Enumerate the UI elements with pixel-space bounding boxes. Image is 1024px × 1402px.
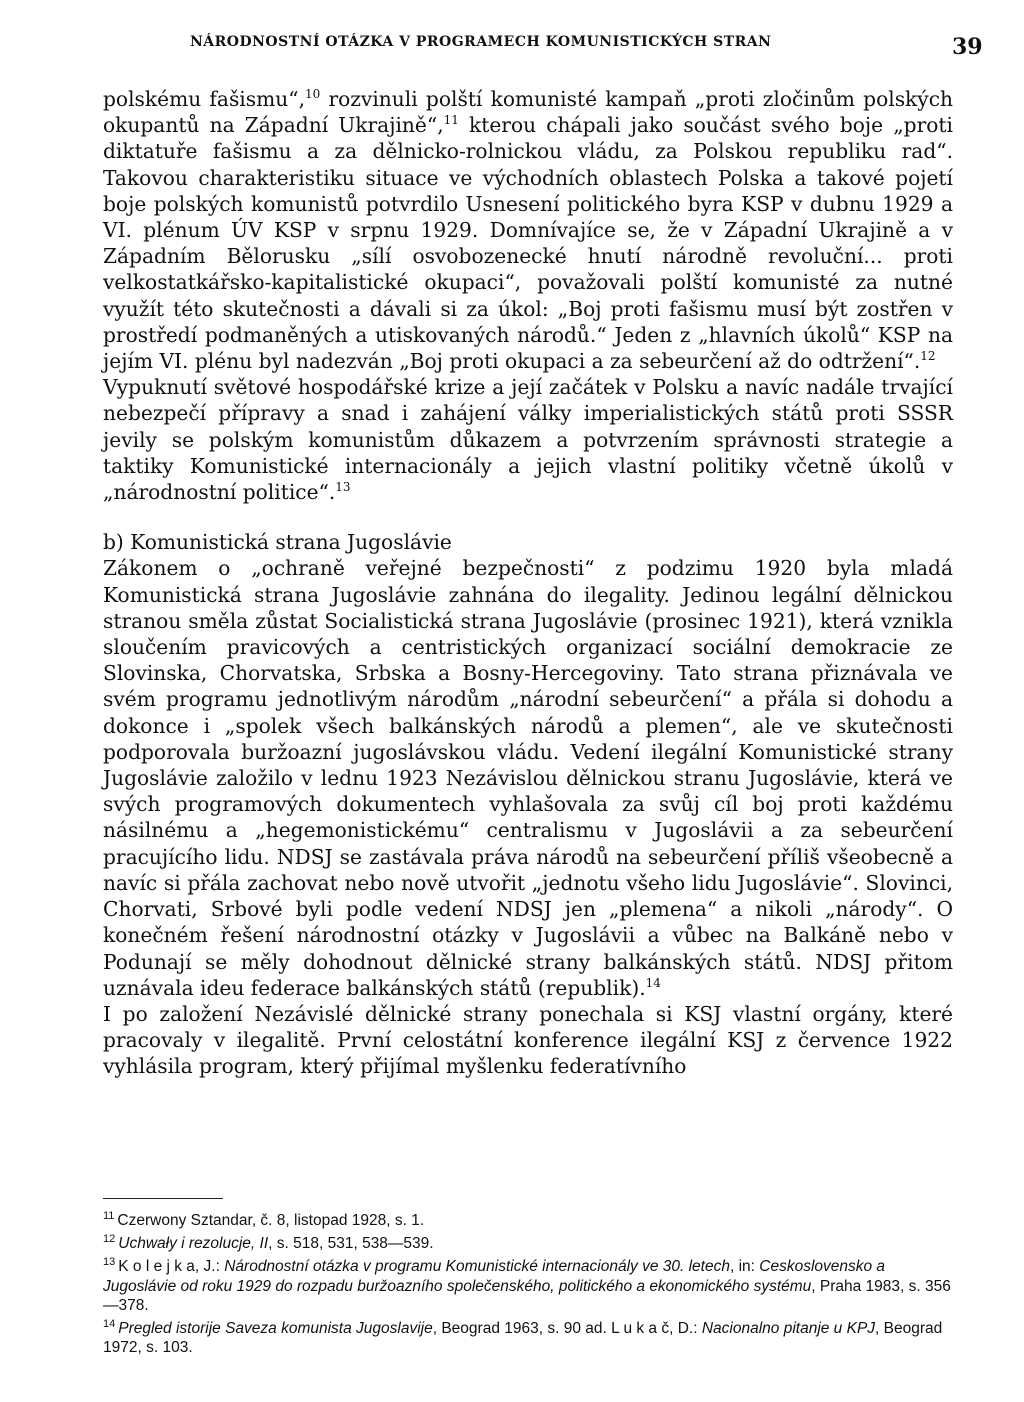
footnote-title: Pregled istorije Saveza komunista Jugoslavije [118, 1320, 433, 1338]
footnote-ref: 12 [920, 349, 936, 364]
footnote-text: , Beograd 1963, s. 90 ad. L u k a č, D.: [432, 1320, 702, 1338]
footnote-text: , Praha 1983, s. 356—378. [103, 1277, 951, 1314]
footnote-ref: 11 [443, 113, 459, 128]
footnote-separator [103, 1198, 223, 1199]
footnote-text: K o l e j k a, J.: [118, 1258, 225, 1276]
footnote-number: 11 [103, 1210, 115, 1222]
body-text [103, 86, 953, 1080]
paragraph [103, 1001, 953, 1080]
paragraph [103, 374, 953, 505]
paragraph [103, 555, 953, 1000]
footnote-number: 13 [103, 1256, 116, 1269]
footnote-text: , Beograd 1972, s. 103. [103, 1320, 943, 1357]
text-run: kterou chápali jako součást svého boje „proti diktatuře fašismu a za dělnicko-rolnickou vládu, za Polskou republiku rad“. Takovou charakteristiku situace ve východních oblastech Polska a takové pojetí boje polských komunistů potvrdilo Usnesení politického byra KSP v dubnu 1929 a VI. plénum ÚV KSP v srpnu 1929. Domnívajíce se, že v Západní Ukrajině a v Západním Bělorusku „sílí osvobozenecké hnutí národně revoluční... proti velkostatkářsko-kapitalistické okupaci“, považovali polští komunisté za nutné využít této skutečnosti a dávali si za úkol: „Boj proti fašismu musí být zostřen v prostředí podmaněných a utiskovaných národů.“ Jeden z „hlavních úkolů“ KSP na jejím VI. plénu byl nadezván „Boj proti okupaci a za sebeurčení až do odtržení“. [103, 113, 953, 374]
text-run: rozvinuli polští komunisté kampaň „proti zločinům polských okupantů na Západní Ukrajině“, [103, 87, 953, 138]
footnote-text: Czerwony Sztandar, č. 8, listopad 1928, s. 1. [117, 1212, 425, 1229]
footnote-ref: 13 [335, 480, 351, 495]
text-run: Vypuknutí světové hospodářské krize a její začátek v Polsku a navíc nadále trvající nebezpečí přípravy a snad i zahájení války imperialistických států proti SSSR jevily se polským komunistům důkazem a potvrzením správnosti strategie a taktiky Komunistické internacionály a jejich vlastní politiky včetně úkolů v „národnostní politice“. [103, 375, 953, 505]
footnotes [103, 1207, 953, 1357]
footnote [103, 1315, 953, 1357]
footnote-ref: 14 [645, 975, 661, 990]
footnote-title: Národnostní otázka v programu Komunistické internacionály ve 30. letech [224, 1258, 730, 1276]
running-head [0, 34, 1024, 64]
text-run: Zákonem o „ochraně veřejné bezpečnosti“ z podzimu 1920 byla mladá Komunistická strana Jugoslávie zahnána do ilegality. Jedinou legální dělnickou stranou směla zůstat Socialistická strana Jugoslávie (prosinec 1921), která vznikla sloučením pravicových a centristických organizací sociální demokracie ze Slovinska, Chorvatska, Srbska a Bosny-Hercegoviny. Tato strana přiznávala ve svém programu jednotlivým národům „národní sebeurčení“ a přála si dohodu a dokonce i „spolek všech balkánských národů a plemen“, ale ve skutečnosti podporovala buržoazní jugoslávskou vládu. Vedení ilegální Komunistické strany Jugoslávie založilo v lednu 1923 Nezávislou dělnickou stranu Jugoslávie, která ve svých programových dokumentech vyhlašovala za svůj cíl boj proti každému násilnému a „hegemonistickému“ centralismu v Jugoslávii a za sebeurčení pracujícího lidu. NDSJ se zastávala práva národů na sebeurčení příliš všeobecně a navíc si přála zachovat nebo nově utvořit „jednotu všeho lidu Jugoslávie“. Slovinci, Chorvati, Srbové byli podle vedení NDSJ jen „plemena“ a nikoli „národy“. O konečném řešení národnostní otázky v Jugoslávii a vůbec na Balkáně nebo v Podunají se měly dohodnout dělnické strany balkánských států. NDSJ přitom uznávala ideu federace balkánských států (republik). [103, 556, 953, 1000]
footnote-number: 14 [103, 1318, 116, 1331]
section-heading: b) Komunistická strana Jugoslávie [103, 530, 452, 555]
footnote-title: Ceskoslovensko a Jugoslávie od roku 1929 do rozpadu buržoazního společenského, politického a ekonomického systému [103, 1258, 886, 1295]
text-run: polskému fašismu“, [103, 87, 305, 111]
paragraph [103, 86, 953, 374]
running-title: NÁRODNOSTNÍ OTÁZKA V PROGRAMECH KOMUNISTICKÝCH STRAN [190, 34, 772, 50]
footnote-ref: 10 [305, 87, 321, 101]
footnote-title: Nacionalno pitanje u KPJ [701, 1320, 876, 1338]
footnote-text: , s. 518, 531, 538—539. [268, 1235, 434, 1253]
footnote [103, 1253, 953, 1315]
text-run: I po založení Nezávislé dělnické strany ponechala si KSJ vlastní orgány, které pracovaly v ilegalitě. První celostátní konference ilegální KSJ z července 1922 vyhlásila program, který přijímal myšlenku federatívního [103, 1001, 953, 1079]
footnote-text: , in: [729, 1258, 760, 1276]
footnote-number: 12 [103, 1233, 116, 1246]
footnote-title: Uchwały i rezolucje, II [118, 1235, 269, 1253]
footnote [103, 1230, 953, 1253]
footnote [103, 1207, 953, 1230]
page-number: 39 [952, 34, 983, 60]
